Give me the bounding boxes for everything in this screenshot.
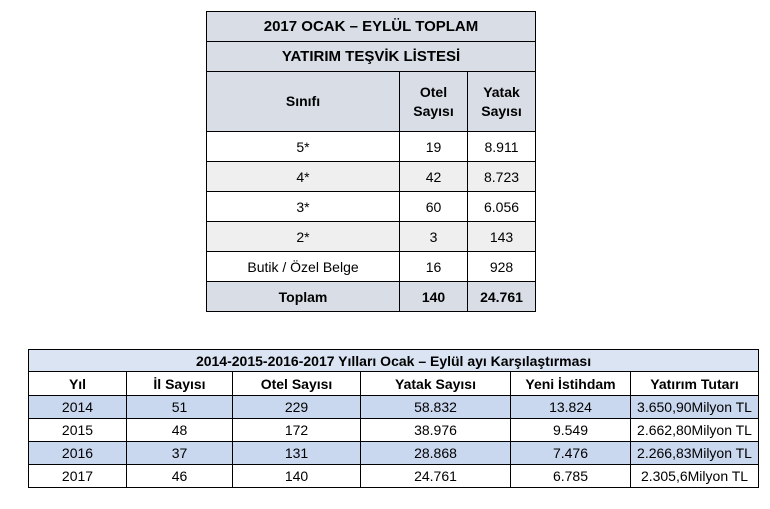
total-label: Toplam <box>207 282 400 312</box>
table-row <box>29 396 759 419</box>
table1-subtitle: YATIRIM TEŞVİK LİSTESİ <box>207 42 536 72</box>
cell-il: 46 <box>127 465 233 488</box>
cell-yatak: 8.911 <box>468 132 536 162</box>
table-row <box>29 442 759 465</box>
header-yatak-sayisi: Yatak Sayısı <box>361 372 511 396</box>
header-yeni-istihdam: Yeni İstihdam <box>511 372 631 396</box>
cell-istihdam: 6.785 <box>511 465 631 488</box>
table-row <box>207 162 536 192</box>
cell-otel: 42 <box>400 162 468 192</box>
cell-yatak: 28.868 <box>361 442 511 465</box>
header-sinif: Sınıfı <box>207 72 400 132</box>
cell-yatak: 24.761 <box>361 465 511 488</box>
cell-yatak: 58.832 <box>361 396 511 419</box>
cell-yil: 2015 <box>29 419 127 442</box>
header-yil: Yıl <box>29 372 127 396</box>
cell-il: 37 <box>127 442 233 465</box>
comparison-table <box>28 349 759 488</box>
cell-otel: 140 <box>233 465 361 488</box>
cell-sinif: 3* <box>207 192 400 222</box>
cell-otel: 172 <box>233 419 361 442</box>
header-otel-sayisi: Otel Sayısı <box>400 72 468 132</box>
yatirim-tesvik-table <box>206 11 536 312</box>
table-row <box>207 252 536 282</box>
cell-il: 48 <box>127 419 233 442</box>
table-row <box>207 192 536 222</box>
table-row <box>207 222 536 252</box>
table2-title: 2014-2015-2016-2017 Yılları Ocak – Eylül ayı Karşılaştırması <box>29 350 759 372</box>
cell-yatak: 6.056 <box>468 192 536 222</box>
cell-otel: 16 <box>400 252 468 282</box>
cell-otel: 131 <box>233 442 361 465</box>
table-row <box>29 419 759 442</box>
cell-tutar: 2.305,6Milyon TL <box>631 465 759 488</box>
cell-tutar: 2.662,80Milyon TL <box>631 419 759 442</box>
cell-otel: 3 <box>400 222 468 252</box>
cell-otel: 60 <box>400 192 468 222</box>
cell-sinif: 2* <box>207 222 400 252</box>
cell-sinif: Butik / Özel Belge <box>207 252 400 282</box>
table-row <box>29 465 759 488</box>
cell-istihdam: 13.824 <box>511 396 631 419</box>
total-row <box>207 282 536 312</box>
header-yatirim-tutari: Yatırım Tutarı <box>631 372 759 396</box>
cell-sinif: 4* <box>207 162 400 192</box>
cell-yatak: 928 <box>468 252 536 282</box>
cell-yil: 2014 <box>29 396 127 419</box>
cell-otel: 19 <box>400 132 468 162</box>
cell-yatak: 8.723 <box>468 162 536 192</box>
table-row <box>207 132 536 162</box>
cell-yil: 2016 <box>29 442 127 465</box>
cell-yatak: 38.976 <box>361 419 511 442</box>
total-otel: 140 <box>400 282 468 312</box>
cell-yil: 2017 <box>29 465 127 488</box>
cell-istihdam: 7.476 <box>511 442 631 465</box>
cell-il: 51 <box>127 396 233 419</box>
cell-tutar: 3.650,90Milyon TL <box>631 396 759 419</box>
cell-yatak: 143 <box>468 222 536 252</box>
table1-title: 2017 OCAK – EYLÜL TOPLAM <box>207 12 536 42</box>
cell-istihdam: 9.549 <box>511 419 631 442</box>
total-yatak: 24.761 <box>468 282 536 312</box>
cell-sinif: 5* <box>207 132 400 162</box>
header-otel-sayisi: Otel Sayısı <box>233 372 361 396</box>
header-il-sayisi: İl Sayısı <box>127 372 233 396</box>
cell-tutar: 2.266,83Milyon TL <box>631 442 759 465</box>
cell-otel: 229 <box>233 396 361 419</box>
header-yatak-sayisi: Yatak Sayısı <box>468 72 536 132</box>
